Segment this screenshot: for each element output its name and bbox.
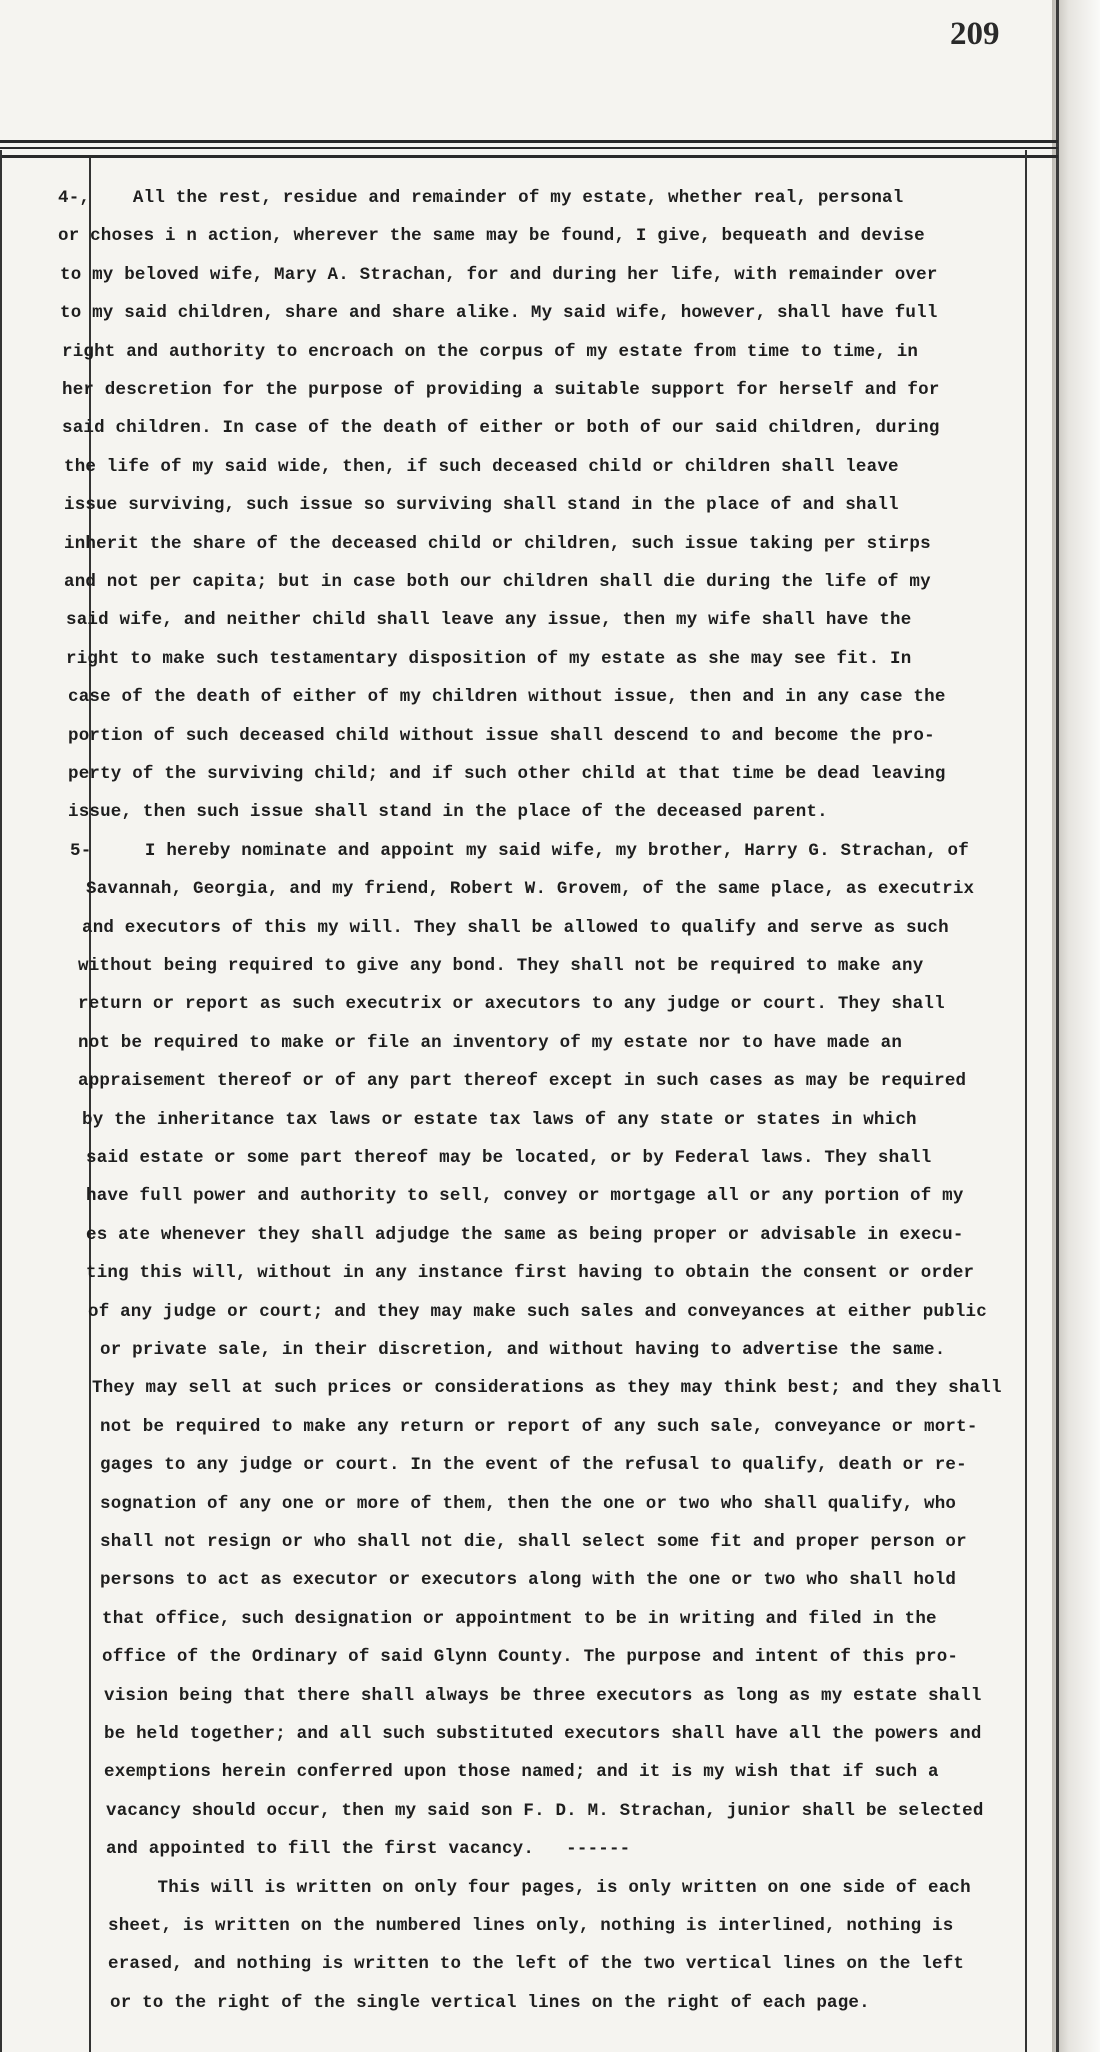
text-line: said wife, and neither child shall leave any issue, then my wife shall have the (66, 610, 912, 631)
text-line: 5- I hereby nominate and appoint my said wife, my brother, Harry G. Strachan, of (70, 840, 969, 861)
text-line: her descretion for the purpose of providing a suitable support for herself and for (62, 380, 940, 400)
text-line: or to the right of the single vertical lines on the right of each page. (110, 1992, 870, 2013)
text-line: sheet, is written on the numbered lines only, nothing is interlined, nothing is (108, 1916, 954, 1936)
text-line: to my said children, share and share alike. My said wife, however, shall have full (60, 303, 938, 324)
text-line: be held together; and all such substituted executors shall have all the powers and (104, 1724, 982, 1744)
text-line: of any judge or court; and they may make such sales and conveyances at either public (88, 1301, 987, 1322)
text-line: right and authority to encroach on the corpus of my estate from time to time, in (62, 341, 919, 362)
text-line: and executors of this my will. They shall be allowed to qualify and serve as such (82, 917, 949, 938)
text-line: issue surviving, such issue so surviving shall stand in the place of and shall (64, 495, 899, 516)
text-line: case of the death of either of my children without issue, then and in any case the (68, 687, 946, 708)
text-line: to my beloved wife, Mary A. Strachan, for and during her life, with remainder over (60, 264, 938, 285)
text-line: They may sell at such prices or considerations as they may think best; and they shall (92, 1378, 1002, 1399)
text-line: portion of such deceased child without issue shall descend to and become the pro- (68, 725, 935, 746)
text-line: erased, and nothing is written to the left of the two vertical lines on the left (108, 1954, 965, 1975)
text-line: or private sale, in their discretion, and without having to advertise the same. (100, 1340, 946, 1360)
text-line: said children. In case of the death of either or both of our said children, during (62, 418, 940, 439)
text-line: This will is written on only four pages, is only written on one side of each (104, 1877, 971, 1898)
text-line: perty of the surviving child; and if such other child at that time be dead leaving (68, 764, 946, 784)
text-line: sognation of any one or more of them, then the one or two who shall qualify, who (100, 1493, 957, 1514)
page-number: 209 (950, 16, 1000, 52)
text-line: by the inheritance tax laws or estate tax laws of any state or states in which (82, 1109, 917, 1130)
text-line: office of the Ordinary of said Glynn County. The purpose and intent of this pro- (102, 1647, 959, 1668)
text-line: inherit the share of the deceased child or children, such issue taking per stirps (64, 533, 931, 554)
text-line: return or report as such executrix or axecutors to any judge or court. They shall (78, 994, 945, 1015)
text-line: appraisement thereof or of any part thereof except in such cases as may be required (78, 1071, 967, 1092)
text-line: right to make such testamentary disposition of my estate as she may see fit. In (66, 648, 912, 669)
text-line: 4-, All the rest, residue and remainder of my estate, whether real, personal (58, 188, 904, 208)
text-line: and appointed to fill the first vacancy. ------ (106, 1839, 631, 1860)
text-line: the life of my said wide, then, if such deceased child or children shall leave (64, 456, 899, 477)
text-line: and not per capita; but in case both our children shall die during the life of my (64, 572, 931, 592)
text-line: Savannah, Georgia, and my friend, Robert W. Grovem, of the same place, as executrix (86, 879, 975, 900)
text-line: that office, such designation or appointment to be in writing and filed in the (102, 1608, 937, 1629)
text-line: ting this will, without in any instance first having to obtain the consent or order (86, 1263, 975, 1284)
text-line: es ate whenever they shall adjudge the same as being proper or advisable in execu- (86, 1224, 964, 1245)
text-line: issue, then such issue shall stand in the place of the deceased parent. (68, 802, 828, 823)
text-line: not be required to make any return or report of any such sale, conveyance or mort- (100, 1416, 978, 1437)
text-line: shall not resign or who shall not die, shall select some fit and proper person or (100, 1532, 967, 1552)
text-line: not be required to make or file an inventory of my estate nor to have made an (78, 1032, 903, 1053)
text-line: gages to any judge or court. In the event of the refusal to qualify, death or re- (100, 1455, 967, 1476)
text-line: without being required to give any bond. They shall not be required to make any (78, 956, 924, 976)
text-line: vacancy should occur, then my said son F. D. M. Strachan, junior shall be selected (106, 1800, 984, 1821)
text-line: exemptions herein conferred upon those named; and it is my wish that if such a (104, 1762, 939, 1783)
text-line: vision being that there shall always be three executors as long as my estate shall (104, 1685, 982, 1706)
text-line: have full power and authority to sell, convey or mortgage all or any portion of my (86, 1186, 964, 1207)
text-line: or choses i n action, wherever the same may be found, I give, bequeath and devise (58, 226, 925, 247)
text-line: persons to act as executor or executors along with the one or two who shall hold (100, 1570, 957, 1591)
text-line: said estate or some part thereof may be located, or by Federal laws. They shall (86, 1148, 932, 1168)
